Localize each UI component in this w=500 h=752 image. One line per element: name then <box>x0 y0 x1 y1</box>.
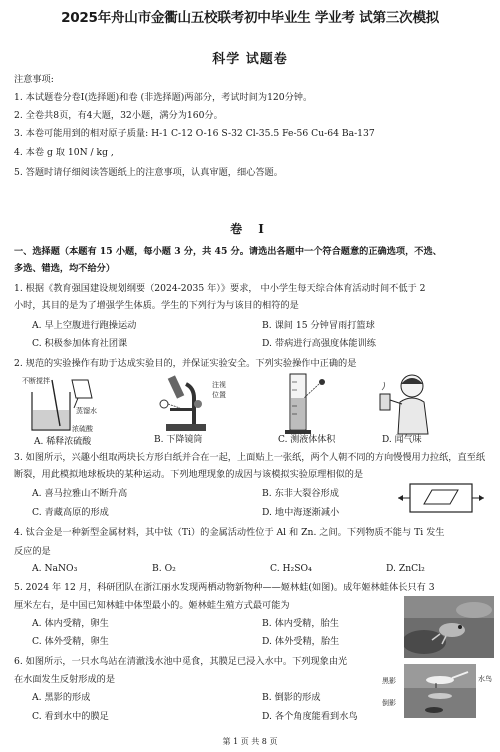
q6-stem-2: 在水面发生反射形成的是 <box>14 674 116 685</box>
section-instruction-1: 一、选择题（本题有 15 小题，每小题 3 分，共 45 分。请选出各题中一个符合题意的正确选项，不选、 <box>14 246 442 257</box>
q1-stem-2: 小时，其目的是为了增强学生体质。学生的下列行为与该目的相符的是 <box>14 300 299 311</box>
q1-option-c: C. 积极参加体育社团课 <box>32 338 128 349</box>
q6-option-b: B. 倒影的形成 <box>262 692 321 703</box>
q3-option-b: B. 东非大裂谷形成 <box>262 488 339 499</box>
q1-option-b: B. 课间 15 分钟冒雨打篮球 <box>262 320 375 331</box>
volume-label: 卷 Ⅰ <box>230 222 270 236</box>
q3-option-a: A. 喜马拉雅山不断升高 <box>32 488 128 499</box>
q6-option-c: C. 看到水中的膜足 <box>32 711 109 722</box>
q3-stem-1: 3. 如图所示，兴趣小组取两块长方形白纸并合在一起，上面贴上一张纸，两个人朝不同的方向慢慢用力拉纸，直至纸 <box>14 452 486 463</box>
microscope-figure-b <box>158 374 216 434</box>
notice-heading: 注意事项: <box>14 74 54 85</box>
q4-stem-2: 反应的是 <box>14 546 51 557</box>
q2-stem: 2. 规范的实验操作有助于达成实验目的，并保证实验安全。下列实验操作中正确的是 <box>14 358 357 369</box>
label-waterbird: 水鸟 <box>478 675 492 683</box>
q4-option-c: C. H₂SO₄ <box>270 563 312 574</box>
label-stirring: 不断搅拌 <box>22 377 50 385</box>
notice-item-4: 4. 本卷 g 取 10N / kg , <box>14 147 114 158</box>
label-shadow: 黑影 <box>382 677 396 685</box>
exam-title: 2025年舟山市金衢山五校联考初中毕业生 学业考 试第三次模拟 <box>61 10 439 26</box>
q6-stem-1: 6. 如图所示，一只水鸟站在清澈浅水池中觅食，其膜足已浸入水中。下列现象由光 <box>14 656 348 667</box>
label-position: 位置 <box>212 391 226 399</box>
exam-subtitle: 科学 试题卷 <box>212 52 288 67</box>
q2-caption-a: A. 稀释浓硫酸 <box>34 437 92 447</box>
cylinder-figure-c <box>282 372 332 436</box>
q4-option-a: A. NaNO₃ <box>32 563 78 574</box>
notice-item-3: 3. 本卷可能用到的相对原子质量: H-1 C-12 O-16 S-32 Cl-35.5 Fe-56 Cu-64 Ba-137 <box>14 128 375 139</box>
section-instruction-2: 多选、错选，均不给分） <box>14 263 116 274</box>
page-footer: 第 1 页 共 8 页 <box>222 737 278 746</box>
q1-option-d: D. 带病进行高强度体能训练 <box>262 338 376 349</box>
q3-option-d: D. 地中海逐渐减小 <box>262 507 340 518</box>
label-acid: 浓硫酸 <box>72 425 93 433</box>
q5-stem-2: 厘米左右，是中国已知林蛙中体型最小的。姬林蛙生殖方式最可能为 <box>14 600 290 611</box>
q4-option-d: D. ZnCl₂ <box>386 563 425 574</box>
q5-stem-1: 5. 2024 年 12 月，科研团队在浙江丽水发现两栖动物新物种——姬林蛙(如图)。成年姬林蛙体长只有 3 <box>14 582 435 593</box>
notice-item-2: 2. 全卷共8页，有4大题，32小题，满分为160分。 <box>14 110 223 121</box>
notice-item-1: 1. 本试题卷分卷Ⅰ(选择题)和卷 (非选择题)两部分，考试时间为120分钟。 <box>14 92 313 103</box>
label-water: 蒸馏水 <box>76 407 97 415</box>
q5-option-a: A. 体内受精，卵生 <box>32 618 109 629</box>
q5-option-d: D. 体外受精，胎生 <box>262 636 340 647</box>
smelling-figure-d <box>372 372 442 436</box>
q5-option-b: B. 体内受精，胎生 <box>262 618 339 629</box>
q2-caption-b: B. 下降镜筒 <box>154 435 203 445</box>
paper-pull-figure <box>396 478 486 518</box>
label-watch: 注视 <box>212 381 226 389</box>
notice-item-5: 5. 答题时请仔细阅读答题纸上的注意事项，认真审题，细心答题。 <box>14 167 283 178</box>
q3-option-c: C. 青藏高原的形成 <box>32 507 109 518</box>
waterbird-photo <box>404 664 476 718</box>
q4-stem-1: 4. 钛合金是一种新型金属材料，其中钛（Ti）的金属活动性位于 Al 和 Zn. 之间。下列物质不能与 Ti 发生 <box>14 527 445 538</box>
frog-photo <box>404 596 494 658</box>
q3-stem-2: 断裂，用此模拟地球板块的某种运动。下列地理现象的成因与该模拟实验原理相似的是 <box>14 469 364 480</box>
q1-option-a: A. 早上空腹进行跑操运动 <box>32 320 137 331</box>
q6-option-a: A. 黑影的形成 <box>32 692 91 703</box>
q4-option-b: B. O₂ <box>152 563 176 574</box>
label-reflection: 倒影 <box>382 699 396 707</box>
q6-option-d: D. 各个角度能看到水鸟 <box>262 711 358 722</box>
q2-caption-d: D. 闻气味 <box>382 435 422 445</box>
q1-stem-1: 1. 根据《教育强国建设规划纲要（2024-2035 年）》要求， 中小学生每天综合体育活动时间不低于 2 <box>14 283 426 294</box>
q5-option-c: C. 体外受精，卵生 <box>32 636 109 647</box>
q2-caption-c: C. 测液体体积 <box>278 435 336 445</box>
